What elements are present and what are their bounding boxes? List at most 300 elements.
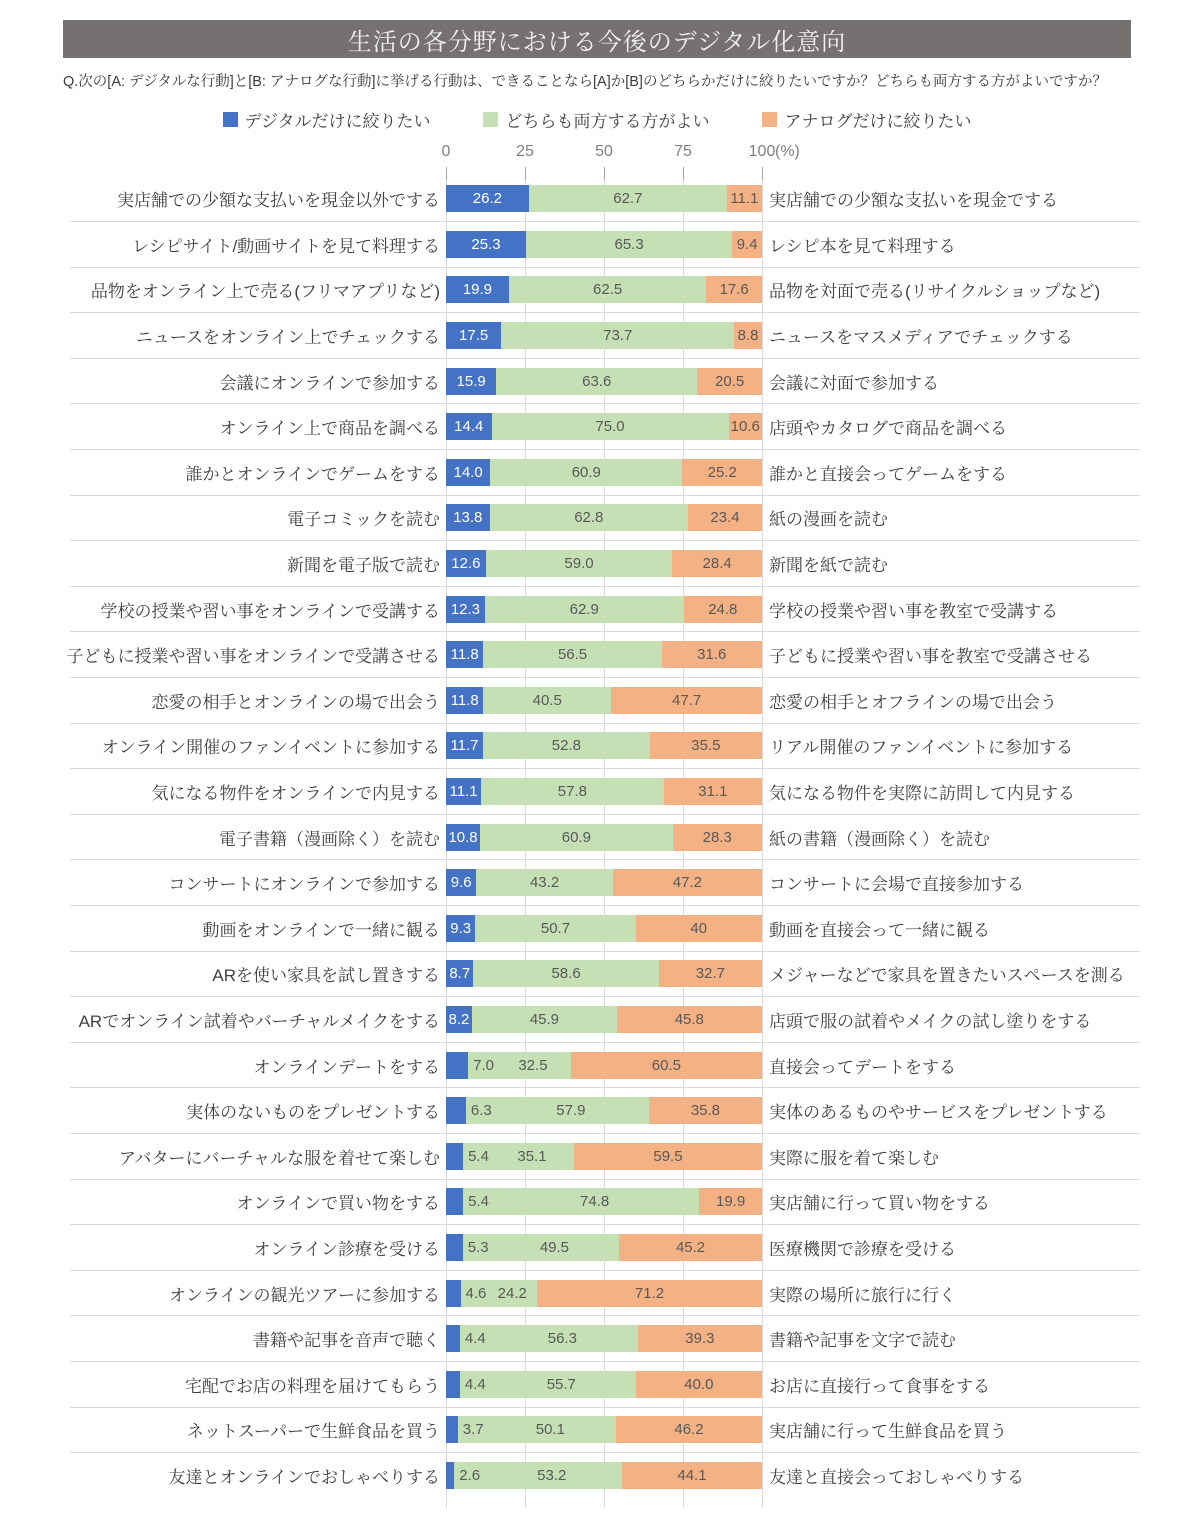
- digital-value: 5.4: [468, 1147, 489, 1165]
- analog-value: 25.2: [707, 463, 737, 481]
- analog-action-label: 実店舗に行って買い物をする: [769, 1194, 990, 1214]
- analog-value: 11.1: [730, 190, 759, 208]
- digital-value: 9.3: [450, 919, 472, 937]
- digital-segment: [446, 824, 480, 851]
- analog-value: 71.2: [634, 1284, 665, 1302]
- digital-segment: [446, 231, 526, 258]
- row-separator: [70, 677, 1140, 678]
- row-separator: [70, 586, 1140, 587]
- analog-segment: [537, 1280, 762, 1307]
- digital-segment: [446, 1280, 461, 1307]
- digital-action-label: 誰かとオンラインでゲームをする: [185, 464, 440, 484]
- legend-item: [483, 107, 709, 132]
- legend-item: [762, 107, 971, 132]
- both-value: 43.2: [529, 874, 560, 892]
- digital-segment: [446, 185, 529, 212]
- digital-swatch-icon: [223, 112, 238, 127]
- chart-row: [63, 1453, 1140, 1499]
- both-segment: [501, 322, 734, 349]
- both-segment: [490, 459, 682, 486]
- analog-segment: [688, 504, 762, 531]
- digital-value: 12.3: [450, 600, 481, 618]
- digital-action-label: 恋愛の相手とオンラインの場で出会う: [151, 692, 440, 712]
- digital-value: 11.7: [450, 737, 479, 755]
- stacked-bar: [446, 276, 762, 303]
- analog-value: 24.8: [708, 600, 738, 618]
- axis-tick-label: 25: [516, 143, 534, 160]
- stacked-bar: [446, 1006, 762, 1033]
- stacked-bar: [446, 231, 762, 258]
- analog-value: 47.7: [672, 691, 702, 709]
- both-segment: [481, 778, 664, 805]
- stacked-bar: [446, 322, 762, 349]
- row-separator: [70, 1224, 1140, 1225]
- both-value: 60.9: [561, 828, 591, 846]
- row-separator: [70, 631, 1140, 632]
- digital-value: 19.9: [462, 281, 493, 299]
- both-value: 65.3: [614, 235, 644, 253]
- both-segment: [496, 368, 697, 395]
- both-value: 32.5: [518, 1056, 548, 1074]
- analog-value: 35.8: [690, 1102, 721, 1120]
- analog-action-label: 書籍や記事を文字で読む: [769, 1331, 956, 1351]
- row-separator: [70, 267, 1140, 268]
- analog-swatch-icon: [762, 112, 777, 127]
- digital-segment: [446, 1371, 460, 1398]
- analog-segment: [611, 687, 762, 714]
- analog-segment: [673, 824, 762, 851]
- analog-segment: [650, 732, 762, 759]
- axis-tick-label: 50: [595, 143, 613, 160]
- both-segment: [485, 596, 684, 623]
- both-segment: [483, 687, 611, 714]
- row-separator: [70, 1315, 1140, 1316]
- legend-item: [223, 107, 431, 132]
- both-segment: [526, 231, 732, 258]
- both-segment: [483, 732, 650, 759]
- stacked-bar: [446, 1280, 762, 1307]
- both-swatch-icon: [483, 112, 498, 127]
- analog-value: 40.0: [684, 1375, 714, 1393]
- digital-value: 12.6: [451, 555, 481, 573]
- both-value: 45.9: [529, 1010, 560, 1028]
- analog-segment: [664, 778, 762, 805]
- analog-segment: [684, 596, 762, 623]
- analog-action-label: 気になる物件を実際に訪問して内見する: [769, 784, 1075, 804]
- digital-action-label: オンライン上で商品を調べる: [219, 419, 440, 439]
- chart-row: [63, 860, 1140, 906]
- digital-value: 26.2: [472, 190, 502, 208]
- digital-segment: [446, 1462, 454, 1489]
- legend-label: アナログだけに絞りたい: [784, 112, 972, 131]
- analog-value: 31.1: [698, 783, 728, 801]
- stacked-bar: [446, 1052, 762, 1079]
- digital-value: 4.6: [465, 1284, 487, 1302]
- both-segment: [460, 1371, 636, 1398]
- analog-segment: [672, 550, 762, 577]
- analog-value: 32.7: [695, 965, 725, 983]
- analog-action-label: リアル開催のファンイベントに参加する: [769, 738, 1074, 758]
- digital-segment: [446, 869, 476, 896]
- stacked-bar: [446, 869, 762, 896]
- stacked-bar: [446, 368, 762, 395]
- digital-value: 8.7: [449, 965, 471, 983]
- row-separator: [70, 768, 1140, 769]
- stacked-bar: [446, 778, 762, 805]
- digital-action-label: 品物をオンライン上で売る(フリマアプリなど): [90, 282, 440, 302]
- analog-action-label: 動画を直接会って一緒に観る: [769, 920, 990, 940]
- digital-segment: [446, 276, 509, 303]
- row-separator: [70, 1133, 1140, 1134]
- analog-segment: [732, 231, 762, 258]
- both-value: 35.1: [517, 1147, 547, 1165]
- analog-action-label: 医療機関で診療を受ける: [769, 1239, 956, 1259]
- analog-action-label: 直接会ってデートをする: [769, 1057, 956, 1077]
- analog-value: 20.5: [714, 372, 745, 390]
- stacked-bar: [446, 732, 762, 759]
- analog-value: 31.6: [697, 646, 727, 664]
- analog-segment: [682, 459, 762, 486]
- digital-value: 25.3: [471, 235, 501, 253]
- stacked-bar: [446, 413, 762, 440]
- digital-action-label: 宅配でお店の料理を届けてもらう: [185, 1376, 440, 1396]
- x-axis: [441, 143, 866, 165]
- analog-value: 35.5: [691, 737, 721, 755]
- row-separator: [70, 1042, 1140, 1043]
- both-value: 59.0: [564, 555, 594, 573]
- digital-action-label: オンライン診療を受ける: [253, 1239, 440, 1259]
- both-value: 40.5: [532, 691, 562, 709]
- analog-action-label: メジャーなどで家具を置きたいスペースを測る: [769, 966, 1125, 986]
- both-value: 50.7: [540, 919, 571, 937]
- stacked-bar: [446, 915, 762, 942]
- analog-action-label: 誰かと直接会ってゲームをする: [769, 464, 1007, 484]
- analog-value: 40: [690, 919, 708, 937]
- chart-row: [63, 1361, 1140, 1407]
- digital-segment: [446, 687, 483, 714]
- digital-value: 11.8: [450, 646, 479, 664]
- digital-value: 11.1: [449, 783, 478, 801]
- legend-label: デジタルだけに絞りたい: [244, 112, 431, 131]
- digital-action-label: 実店舗での少額な支払いを現金以外でする: [117, 191, 440, 211]
- digital-action-label: 子どもに授業や習い事をオンラインで受講させる: [66, 647, 440, 667]
- digital-segment: [446, 1052, 468, 1079]
- analog-action-label: 実店舗での少額な支払いを現金でする: [769, 191, 1058, 211]
- both-value: 49.5: [539, 1238, 570, 1256]
- both-segment: [472, 1006, 617, 1033]
- chart-row: [63, 1133, 1140, 1179]
- analog-action-label: 紙の漫画を読む: [769, 510, 888, 530]
- chart-row: [63, 358, 1140, 404]
- both-value: 58.6: [551, 965, 581, 983]
- row-separator: [70, 403, 1140, 404]
- analog-action-label: 紙の書籍（漫画除く）を読む: [769, 829, 990, 849]
- analog-value: 10.6: [730, 418, 760, 436]
- analog-value: 23.4: [710, 509, 740, 527]
- digital-segment: [446, 413, 492, 440]
- digital-value: 7.0: [473, 1056, 494, 1074]
- both-segment: [492, 413, 729, 440]
- both-value: 50.1: [535, 1421, 565, 1439]
- analog-action-label: 友達と直接会っておしゃべりする: [769, 1467, 1024, 1487]
- both-value: 62.9: [569, 600, 599, 618]
- analog-action-label: 実店舗に行って生鮮食品を買う: [769, 1422, 1007, 1442]
- both-segment: [460, 1325, 638, 1352]
- stacked-bar: [446, 550, 762, 577]
- digital-action-label: 実体のないものをプレゼントする: [186, 1103, 440, 1123]
- both-value: 24.2: [497, 1284, 527, 1302]
- stacked-bar: [446, 1234, 762, 1261]
- both-value: 56.3: [547, 1330, 577, 1348]
- chart-row: [63, 313, 1140, 359]
- digital-action-label: コンサートにオンラインで参加する: [168, 875, 440, 895]
- digital-segment: [446, 459, 490, 486]
- chart-row: [63, 951, 1140, 997]
- stacked-bar: [446, 1097, 762, 1124]
- chart-row: [63, 769, 1140, 815]
- digital-action-label: 動画をオンラインで一緒に観る: [202, 920, 440, 940]
- digital-action-label: 友達とオンラインでおしゃべりする: [168, 1467, 440, 1487]
- analog-action-label: 実体のあるものやサービスをプレゼントする: [769, 1103, 1108, 1123]
- chart-row: [63, 906, 1140, 952]
- both-value: 75.0: [595, 418, 625, 436]
- page-title: 生活の各分野における今後のデジタル化意向: [347, 28, 847, 56]
- digital-segment: [446, 778, 481, 805]
- analog-action-label: レシピ本を見て料理する: [769, 236, 956, 256]
- chart-row: [63, 222, 1140, 268]
- digital-action-label: 書籍や記事を音声で聴く: [253, 1331, 440, 1351]
- both-value: 62.8: [574, 509, 604, 527]
- analog-value: 39.3: [685, 1330, 715, 1348]
- digital-action-label: 会議にオンラインで参加する: [219, 373, 440, 393]
- axis-tick-label: 100: [748, 143, 776, 160]
- digital-segment: [446, 550, 486, 577]
- analog-action-label: 子どもに授業や習い事を教室で受講させる: [769, 647, 1092, 667]
- analog-segment: [636, 1371, 762, 1398]
- both-segment: [483, 641, 662, 668]
- analog-value: 47.2: [672, 874, 702, 892]
- stacked-bar: [446, 459, 762, 486]
- analog-action-label: 店頭で服の試着やメイクの試し塗りをする: [769, 1011, 1092, 1031]
- analog-segment: [617, 1006, 762, 1033]
- analog-segment: [734, 322, 762, 349]
- row-separator: [70, 996, 1140, 997]
- analog-value: 19.9: [715, 1193, 746, 1211]
- digital-action-label: オンライン開催のファンイベントに参加する: [101, 738, 440, 758]
- chart-row: [63, 176, 1140, 222]
- digital-segment: [446, 504, 490, 531]
- axis-tick-label: 75: [674, 143, 692, 160]
- chart-row: [63, 1407, 1140, 1453]
- row-separator: [70, 814, 1140, 815]
- both-segment: [473, 960, 658, 987]
- digital-action-label: オンラインで買い物をする: [236, 1194, 440, 1214]
- stacked-bar: [446, 1462, 762, 1489]
- digital-value: 4.4: [464, 1330, 486, 1348]
- axis-unit-label: (%): [775, 143, 800, 160]
- chart-row: [63, 267, 1140, 313]
- analog-action-label: お店に直接行って食事をする: [769, 1376, 990, 1396]
- title-bar: [63, 20, 1131, 58]
- digital-segment: [446, 641, 483, 668]
- analog-value: 17.6: [719, 281, 749, 299]
- both-segment: [486, 550, 672, 577]
- row-separator: [70, 1270, 1140, 1271]
- digital-segment: [446, 1188, 463, 1215]
- chart-row: [63, 814, 1140, 860]
- digital-segment: [446, 1006, 472, 1033]
- digital-value: 4.4: [464, 1375, 486, 1393]
- digital-segment: [446, 1325, 460, 1352]
- both-value: 55.7: [546, 1375, 576, 1393]
- digital-value: 15.9: [456, 372, 486, 390]
- chart-row: [63, 632, 1140, 678]
- stacked-bar: [446, 1188, 762, 1215]
- chart-row: [63, 1042, 1140, 1088]
- both-segment: [529, 185, 727, 212]
- digital-value: 8.2: [448, 1010, 470, 1028]
- digital-action-label: レシピサイト/動画サイトを見て料理する: [132, 236, 440, 256]
- digital-value: 5.3: [467, 1238, 489, 1256]
- digital-segment: [446, 732, 483, 759]
- both-value: 73.7: [603, 327, 633, 345]
- axis-tick-label: 0: [441, 143, 451, 160]
- analog-action-label: 実際に服を着て楽しむ: [769, 1148, 939, 1168]
- digital-action-label: ネットスーパーで生鮮食品を買う: [186, 1422, 440, 1442]
- both-value: 62.7: [613, 190, 643, 208]
- digital-value: 14.0: [453, 463, 483, 481]
- chart-row: [63, 586, 1140, 632]
- row-separator: [70, 1452, 1140, 1453]
- stacked-bar: [446, 596, 762, 623]
- digital-segment: [446, 1143, 463, 1170]
- analog-segment: [659, 960, 762, 987]
- chart-row: [63, 1316, 1140, 1362]
- analog-action-label: 恋愛の相手とオフラインの場で出会う: [769, 692, 1057, 712]
- both-segment: [466, 1097, 649, 1124]
- both-value: 62.5: [593, 281, 623, 299]
- row-separator: [70, 859, 1140, 860]
- analog-action-label: 店頭やカタログで商品を調べる: [769, 419, 1007, 439]
- digital-value: 2.6: [459, 1466, 481, 1484]
- analog-value: 9.4: [736, 235, 758, 253]
- analog-value: 8.8: [737, 327, 759, 345]
- digital-value: 3.7: [462, 1421, 484, 1439]
- both-segment: [463, 1188, 699, 1215]
- both-segment: [475, 915, 635, 942]
- chart-row: [63, 541, 1140, 587]
- stacked-bar: [446, 641, 762, 668]
- analog-segment: [729, 413, 762, 440]
- both-value: 56.5: [557, 646, 588, 664]
- digital-segment: [446, 960, 473, 987]
- digital-value: 17.5: [459, 327, 489, 345]
- analog-action-label: 品物を対面で売る(リサイクルショップなど): [769, 282, 1101, 302]
- both-segment: [480, 824, 672, 851]
- stacked-bar: [446, 1143, 762, 1170]
- digital-value: 10.8: [448, 828, 478, 846]
- chart-row: [63, 723, 1140, 769]
- digital-segment: [446, 1097, 466, 1124]
- digital-action-label: 新聞を電子版で読む: [287, 556, 440, 576]
- analog-value: 45.2: [675, 1238, 706, 1256]
- digital-segment: [446, 368, 496, 395]
- analog-segment: [574, 1143, 762, 1170]
- both-value: 53.2: [537, 1466, 567, 1484]
- both-segment: [490, 504, 688, 531]
- stacked-bar: [446, 1371, 762, 1398]
- both-value: 74.8: [580, 1193, 610, 1211]
- analog-segment: [699, 1188, 762, 1215]
- stacked-bar: [446, 185, 762, 212]
- row-separator: [70, 951, 1140, 952]
- row-separator: [70, 495, 1140, 496]
- analog-value: 45.8: [674, 1010, 704, 1028]
- both-segment: [476, 869, 613, 896]
- digital-segment: [446, 596, 485, 623]
- stacked-bar: [446, 504, 762, 531]
- chart-row: [63, 997, 1140, 1043]
- row-separator: [70, 1407, 1140, 1408]
- chart-row: [63, 495, 1140, 541]
- analog-segment: [619, 1234, 762, 1261]
- digital-segment: [446, 1234, 463, 1261]
- chart-row: [63, 678, 1140, 724]
- stacked-bar: [446, 1416, 762, 1443]
- both-value: 60.9: [571, 463, 601, 481]
- analog-action-label: 学校の授業や習い事を教室で受講する: [769, 601, 1058, 621]
- analog-value: 28.3: [702, 828, 732, 846]
- analog-action-label: 新聞を紙で読む: [769, 556, 888, 576]
- digital-segment: [446, 1416, 458, 1443]
- digital-action-label: オンラインの観光ツアーに参加する: [169, 1285, 440, 1305]
- digital-value: 9.6: [450, 874, 472, 892]
- chart-row: [63, 404, 1140, 450]
- analog-value: 28.4: [702, 555, 732, 573]
- stacked-bar: [446, 687, 762, 714]
- chart-rows: [63, 176, 1140, 1498]
- both-value: 52.8: [551, 737, 581, 755]
- digital-value: 6.3: [470, 1102, 492, 1120]
- both-value: 63.6: [582, 372, 612, 390]
- analog-segment: [638, 1325, 762, 1352]
- analog-segment: [636, 915, 762, 942]
- row-separator: [70, 221, 1140, 222]
- analog-action-label: 実際の場所に旅行に行く: [769, 1285, 956, 1305]
- row-separator: [70, 358, 1140, 359]
- chart-row: [63, 450, 1140, 496]
- chart-row: [63, 1225, 1140, 1271]
- digital-segment: [446, 915, 475, 942]
- row-separator: [70, 449, 1140, 450]
- digital-value: 14.4: [454, 418, 484, 436]
- analog-value: 46.2: [674, 1421, 704, 1439]
- analog-segment: [706, 276, 762, 303]
- digital-action-label: 気になる物件をオンラインで内見する: [151, 784, 440, 804]
- chart-row: [63, 1179, 1140, 1225]
- digital-segment: [446, 322, 501, 349]
- analog-action-label: コンサートに会場で直接参加する: [769, 875, 1024, 895]
- digital-action-label: オンラインデートをする: [253, 1057, 440, 1077]
- stacked-bar: [446, 824, 762, 851]
- digital-action-label: ARを使い家具を試し置きする: [212, 966, 440, 986]
- row-separator: [70, 1179, 1140, 1180]
- chart-row: [63, 1270, 1140, 1316]
- digital-value: 13.8: [453, 509, 483, 527]
- legend-label: どちらも両方する方がよい: [505, 112, 710, 131]
- question-text: Q.次の[A: デジタルな行動]と[B: アナログな行動]に挙げる行動は、できることなら[A]か[B]のどちらかだけに絞りたいですか？どちらも両方する方がよいですか？: [63, 74, 1107, 90]
- row-separator: [70, 312, 1140, 313]
